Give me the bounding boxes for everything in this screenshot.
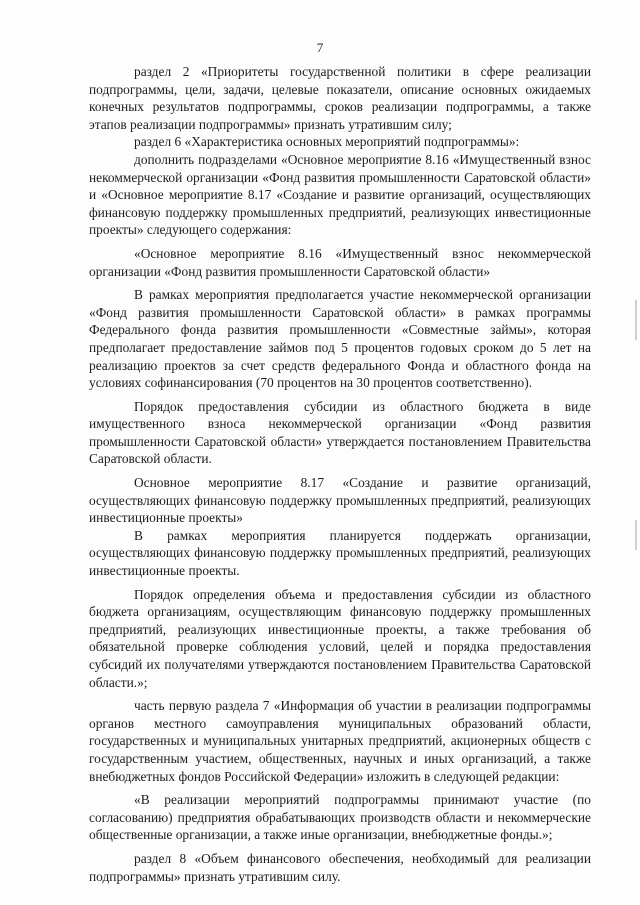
scan-edge-mark — [635, 300, 637, 340]
paragraph: раздел 8 «Объем финансового обеспечения, необходимый для реализации подпрограммы» признать утратившим силу. — [89, 850, 591, 884]
paragraph: «В реализации мероприятий подпрограммы принимают участие (по согласованию) предприятия обрабатывающих производств области и некоммерческие общественные организации, а также иные организации, внебюджетные фонды.»; — [89, 792, 591, 843]
paragraph: раздел 2 «Приоритеты государственной политики в сфере реализации подпрограммы, цели, задачи, целевые показатели, описание основных ожидаемых конечных результатов подпрограммы, сроков реализации подпрограммы, а также этапов реализации подпрограммы» признать утратившим силу; — [89, 64, 591, 132]
paragraph: Основное мероприятие 8.17 «Создание и развитие организаций, осуществляющих финансовую поддержку промышленных предприятий, реализующих инвестиционные проекты» — [89, 475, 591, 526]
paragraph: В рамках мероприятия планируется поддержать организации, осуществляющих финансовую поддержку промышленных предприятий, реализующих инвестиционные проекты. — [89, 527, 591, 579]
paragraph: часть первую раздела 7 «Информация об участии в реализации подпрограммы органов местного самоуправления муниципальных образований области, государственных и муниципальных унитарных предприятий, акционерных обществ с государственным участием, общественных, научных и иных организаций, а также внебюджетных фондов Российской Федерации» изложить в следующей редакции: — [89, 698, 591, 784]
paragraph: Порядок предоставления субсидии из областного бюджета в виде имущественного взноса некоммерческой организации «Фонд развития промышленности Саратовской области» утверждается постановлением Правительства Саратовской области. — [89, 398, 591, 467]
document-body — [89, 63, 591, 885]
scan-edge-mark — [635, 520, 637, 550]
paragraph: раздел 6 «Характеристика основных мероприятий подпрограммы»: — [134, 134, 520, 150]
paragraph: дополнить подразделами «Основное мероприятие 8.16 «Имущественный взнос некоммерческой организации «Фонд развития промышленности Саратовской области» и «Основное мероприятие 8.17 «Создание и развитие организаций, осуществляющих финансовую поддержку промышленных предприятий, реализующих инвестиционные проекты» следующего содержания: — [89, 151, 591, 238]
paragraph: В рамках мероприятия предполагается участие некоммерческой организации «Фонд развития промышленности Саратовской области» в рамках программы Федерального фонда развития промышленности «Совместные займы», которая предполагает предоставление займов под 5 процентов годовых сроком до 5 лет на реализацию проектов за счет средств федерального Фонда и областного фонда на условиях софинансирования (70 процентов на 30 процентов соответственно). — [89, 287, 591, 391]
paragraph: «Основное мероприятие 8.16 «Имущественный взнос некоммерческой организации «Фонд развития промышленности Саратовской области» — [89, 245, 591, 279]
paragraph: Порядок определения объема и предоставления субсидии из областного бюджета организациям, осуществляющим финансовую поддержку промышленных предприятий, реализующих инвестиционные проекты, а также требования об обязательной проверке соблюдения условий, целей и порядка предоставления субсидий их получателями утверждаются постановлением Правительства Саратовской области.»; — [89, 586, 591, 690]
page-number: 7 — [316, 40, 324, 55]
